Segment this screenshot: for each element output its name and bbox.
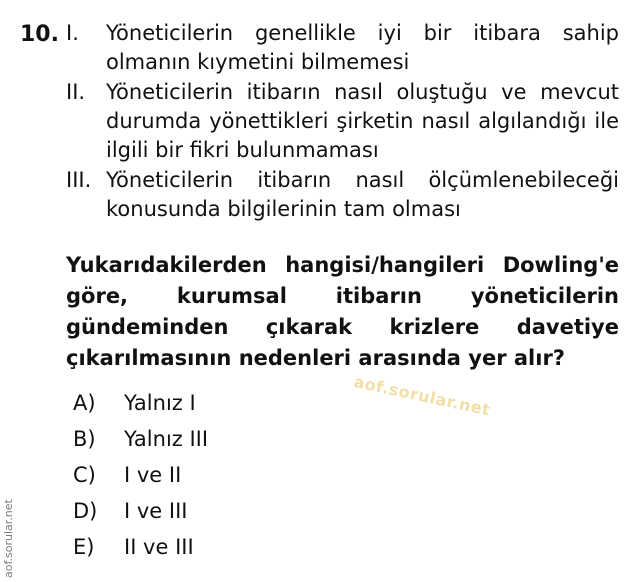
option-d[interactable] (73, 497, 187, 525)
option-d-text: I ve III (124, 499, 188, 523)
option-e-letter: E) (73, 535, 95, 559)
option-a-letter: A) (73, 391, 96, 415)
statement-3-text: Yöneticilerin itibarın nasıl ölçümlenebileceği konusunda bilgilerinin tam olması (106, 168, 619, 221)
watermark-side: aof.sorular.net (2, 499, 15, 578)
question-number: 10. (20, 22, 59, 47)
option-d-letter: D) (73, 499, 98, 523)
option-b-text: Yalnız III (124, 427, 209, 451)
option-a-text: Yalnız I (124, 391, 196, 415)
option-c[interactable] (73, 461, 181, 489)
watermark-center: aof.sorular.net (352, 372, 493, 420)
statement-1 (66, 19, 619, 77)
statement-2-numeral: II. (66, 80, 86, 104)
statement-3-numeral: III. (66, 168, 92, 192)
statement-2 (66, 78, 619, 165)
option-b[interactable] (73, 425, 208, 453)
statement-1-text: Yöneticilerin genellikle iyi bir itibara sahip olmanın kıymetini bilmemesi (106, 21, 619, 74)
statement-3 (66, 166, 619, 224)
option-b-letter: B) (73, 427, 96, 451)
statement-1-numeral: I. (66, 21, 79, 45)
option-a[interactable] (73, 389, 196, 417)
question-stem: Yukarıdakilerden hangisi/hangileri Dowling'e göre, kurumsal itibarın yöneticilerin gündeminden çıkarak krizlere davetiye çıkarılmasının nedenleri arasında yer alır? (66, 253, 619, 370)
option-e[interactable] (73, 533, 194, 561)
statement-2-text: Yöneticilerin itibarın nasıl oluştuğu ve mevcut durumda yönettikleri şirketin nasıl algılandığı ile ilgili bir fikri bulunmaması (106, 80, 619, 162)
option-e-text: II ve III (124, 535, 194, 559)
option-c-letter: C) (73, 463, 96, 487)
option-c-text: I ve II (124, 463, 182, 487)
